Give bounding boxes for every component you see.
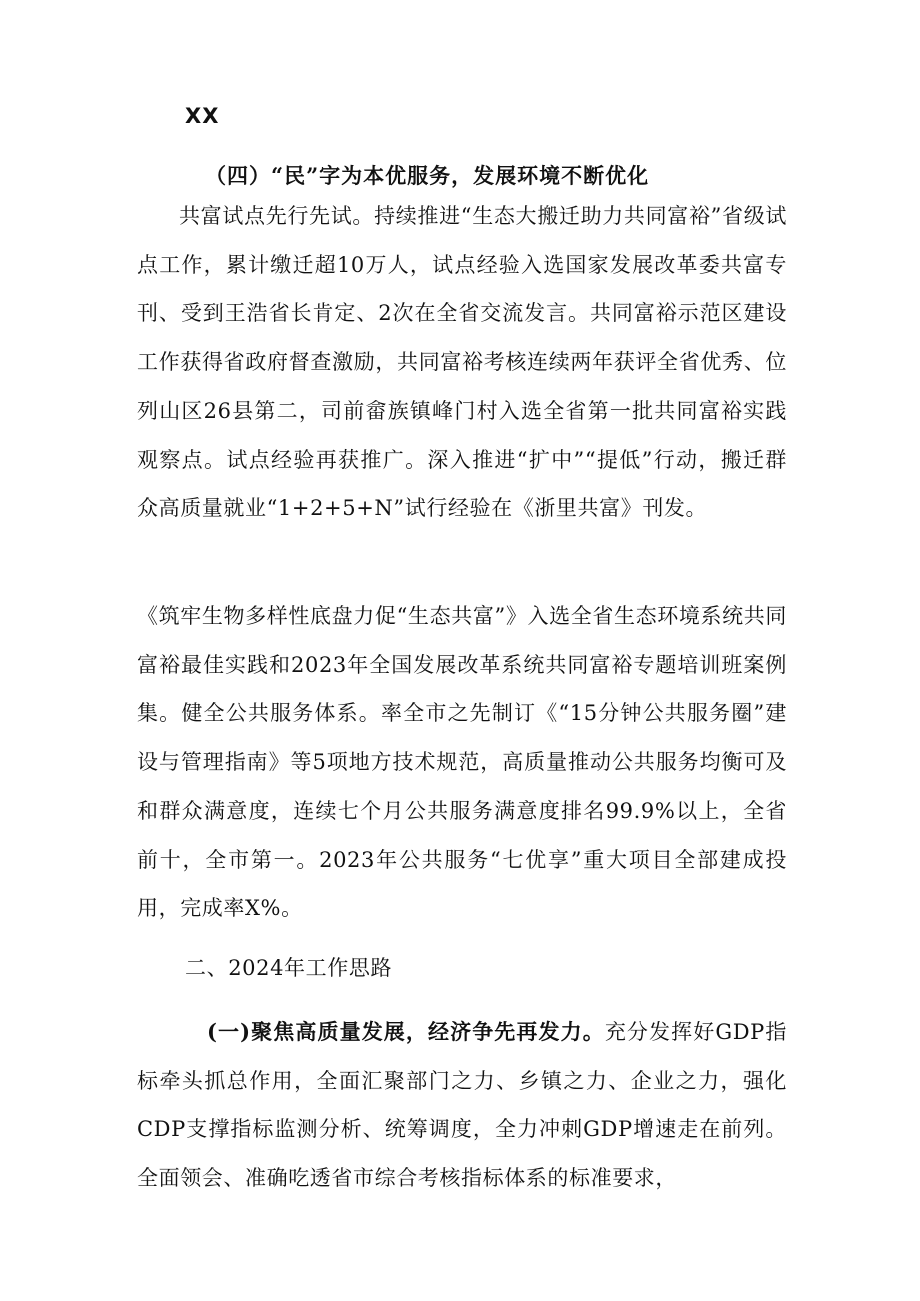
paragraph-lead: (一)聚焦高质量发展，经济争先再发力。 bbox=[207, 1019, 605, 1044]
header-mark: XX bbox=[185, 104, 220, 128]
paragraph-public-services: 《筑牢生物多样性底盘力促“生态共富”》入选全省生态环境系统共同富裕最佳实践和2023年全国发展改革系统共同富裕专题培训班案例集。健全公共服务体系。率全市之先制订《“15分钟公共服务圈”建设与管理指南》等5项地方技术规范，高质量推动公共服务均衡可及和群众满意度，连续七个月公共服务满意度排名99.9%以上，全省前十，全市第一。2023年公共服务“七优享”重大项目全部建成投用，完成率X%。 bbox=[137, 604, 787, 921]
section-heading: （四）“民”字为本优服务，发展环境不断优化 bbox=[205, 163, 650, 188]
paragraph-common-prosperity-pilot: 共富试点先行先试。持续推进“生态大搬迁助力共同富裕”省级试点工作，累计缴迁超10万人，试点经验入选国家发展改革委共富专刊、受到王浩省长肯定、2次在全省交流发言。共同富裕示范区建设工作获得省政府督查激励，共同富裕考核连续两年获评全省优秀、位列山区26县第二，司前畲族镇峰门村入选全省第一批共同富裕实践观察点。试点经验再获推广。深入推进“扩中”“提低”行动，搬迁群众高质量就业“1+2+5+N”试行经验在《浙里共富》刊发。 bbox=[137, 204, 787, 521]
section-title-2024-plan: 二、2024年工作思路 bbox=[185, 956, 393, 980]
paragraph-high-quality-development bbox=[137, 1008, 787, 1203]
paragraph-body: 充分发挥好GDP指标牵头抓总作用，全面汇聚部门之力、乡镇之力、企业之力，强化CDP支撑指标监测分析、统筹调度，全力冲刺GDP增速走在前列。全面领会、准确吃透省市综合考核指标体系的标准要求， bbox=[137, 1020, 787, 1191]
